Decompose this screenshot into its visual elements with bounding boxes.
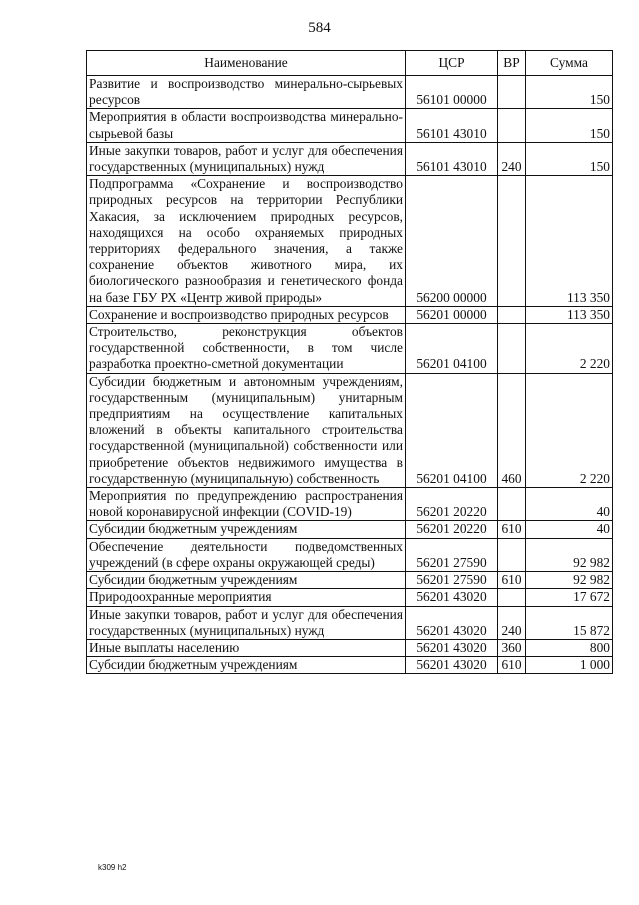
row-sum: 2 220 <box>526 324 613 374</box>
row-sum: 150 <box>526 142 613 175</box>
table-row <box>87 488 613 521</box>
row-vr: 460 <box>498 373 526 487</box>
row-vr <box>498 324 526 374</box>
row-name: Мероприятия в области воспроизводства минерально-сырьевой базы <box>87 109 406 142</box>
row-vr <box>498 306 526 323</box>
row-csr: 56101 43010 <box>406 109 498 142</box>
row-name: Мероприятия по предупреждению распространения новой коронавирусной инфекции (COVID-19) <box>87 488 406 521</box>
row-sum: 17 672 <box>526 589 613 606</box>
row-sum: 92 982 <box>526 572 613 589</box>
header-sum: Сумма <box>526 51 613 76</box>
table-row <box>87 373 613 487</box>
row-sum: 15 872 <box>526 606 613 639</box>
header-csr: ЦСР <box>406 51 498 76</box>
row-vr <box>498 109 526 142</box>
row-sum: 2 220 <box>526 373 613 487</box>
row-vr: 610 <box>498 572 526 589</box>
row-vr: 360 <box>498 639 526 656</box>
row-csr: 56201 43020 <box>406 639 498 656</box>
row-sum: 40 <box>526 521 613 538</box>
row-sum: 150 <box>526 76 613 109</box>
row-vr <box>498 589 526 606</box>
row-csr: 56201 27590 <box>406 572 498 589</box>
table-row <box>87 109 613 142</box>
row-vr <box>498 488 526 521</box>
table-row <box>87 538 613 571</box>
row-name: Субсидии бюджетным учреждениям <box>87 572 406 589</box>
row-sum: 800 <box>526 639 613 656</box>
row-vr <box>498 76 526 109</box>
row-csr: 56201 20220 <box>406 521 498 538</box>
page-number: 584 <box>308 20 331 36</box>
row-name: Иные закупки товаров, работ и услуг для обеспечения государственных (муниципальных) нужд <box>87 606 406 639</box>
row-name: Сохранение и воспроизводство природных ресурсов <box>87 306 406 323</box>
budget-table <box>86 50 613 674</box>
row-csr: 56201 04100 <box>406 373 498 487</box>
row-csr: 56201 04100 <box>406 324 498 374</box>
row-name: Строительство, реконструкция объектов государственной собственности, в том числе разработка проектно-сметной документации <box>87 324 406 374</box>
table-row <box>87 606 613 639</box>
table-row <box>87 572 613 589</box>
table-row <box>87 306 613 323</box>
footer-code: k309 h2 <box>98 863 127 872</box>
row-vr: 240 <box>498 142 526 175</box>
row-name: Субсидии бюджетным учреждениям <box>87 521 406 538</box>
row-csr: 56201 43020 <box>406 657 498 674</box>
row-csr: 56201 43020 <box>406 606 498 639</box>
header-vr: ВР <box>498 51 526 76</box>
header-row <box>87 51 613 76</box>
row-name: Развитие и воспроизводство минерально-сырьевых ресурсов <box>87 76 406 109</box>
row-sum: 1 000 <box>526 657 613 674</box>
row-name: Подпрограмма «Сохранение и воспроизводство природных ресурсов на территории Республики Хакасия, за исключением природных ресурсов, находящихся на особо охраняемых природных территориях федерального значения, а также сохранение объектов животного мира, их биологического разнообразия и генетического фонда на базе ГБУ РХ «Центр живой природы» <box>87 176 406 307</box>
row-name: Обеспечение деятельности подведомственных учреждений (в сфере охраны окружающей среды) <box>87 538 406 571</box>
row-vr <box>498 176 526 307</box>
table-row <box>87 176 613 307</box>
row-csr: 56200 00000 <box>406 176 498 307</box>
row-vr: 610 <box>498 521 526 538</box>
table-row <box>87 657 613 674</box>
row-name: Субсидии бюджетным учреждениям <box>87 657 406 674</box>
row-sum: 92 982 <box>526 538 613 571</box>
table-body <box>87 76 613 674</box>
row-sum: 150 <box>526 109 613 142</box>
row-sum: 40 <box>526 488 613 521</box>
table-row <box>87 324 613 374</box>
row-name: Иные закупки товаров, работ и услуг для обеспечения государственных (муниципальных) нужд <box>87 142 406 175</box>
row-vr: 240 <box>498 606 526 639</box>
row-csr: 56201 00000 <box>406 306 498 323</box>
table-row <box>87 76 613 109</box>
table-row <box>87 639 613 656</box>
row-vr <box>498 538 526 571</box>
row-sum: 113 350 <box>526 176 613 307</box>
row-csr: 56201 27590 <box>406 538 498 571</box>
row-vr: 610 <box>498 657 526 674</box>
row-csr: 56101 43010 <box>406 142 498 175</box>
row-sum: 113 350 <box>526 306 613 323</box>
row-name: Природоохранные мероприятия <box>87 589 406 606</box>
table-row <box>87 521 613 538</box>
row-csr: 56201 43020 <box>406 589 498 606</box>
row-csr: 56101 00000 <box>406 76 498 109</box>
table-row <box>87 142 613 175</box>
row-csr: 56201 20220 <box>406 488 498 521</box>
row-name: Субсидии бюджетным и автономным учреждениям, государственным (муниципальным) унитарным предприятиям на осуществление капитальных вложений в объекты капитального строительства государственной (муниципальной) собственности или приобретение объектов недвижимого имущества в государственную (муниципальную) собственность <box>87 373 406 487</box>
row-name: Иные выплаты населению <box>87 639 406 656</box>
header-name: Наименование <box>87 51 406 76</box>
table-row <box>87 589 613 606</box>
